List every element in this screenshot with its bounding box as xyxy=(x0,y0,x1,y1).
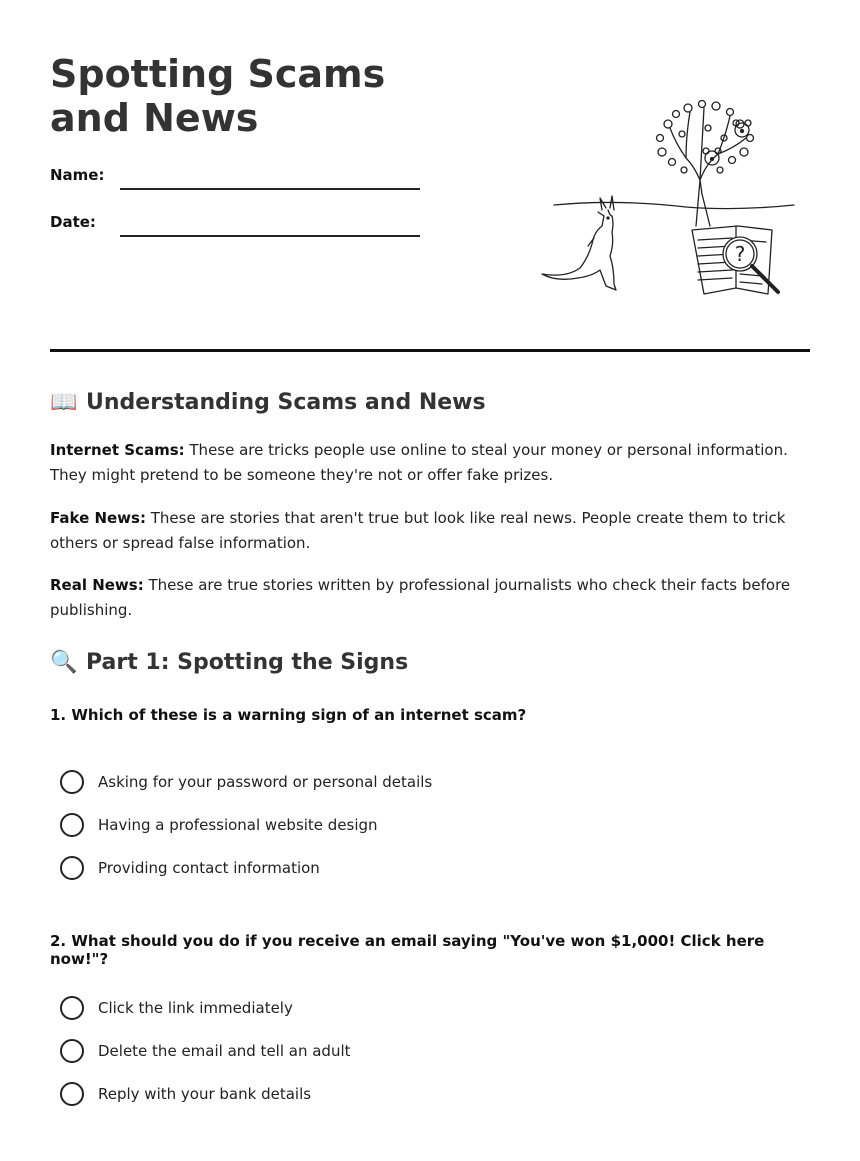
date-label: Date: xyxy=(50,213,96,231)
radio-button[interactable] xyxy=(60,770,84,794)
q2-option-2[interactable]: Delete the email and tell an adult xyxy=(60,1038,351,1064)
question-1: 1. Which of these is a warning sign of an internet scam? xyxy=(50,706,527,724)
intro-heading-text: Understanding Scams and News xyxy=(86,390,486,415)
definition-internet-scams: Internet Scams: These are tricks people use online to steal your money or personal information. They might pretend to be someone they're not or offer fake prizes. xyxy=(50,441,788,484)
definition-fake-news: Fake News: These are stories that aren't true but look like real news. People create them to trick others or spread false information. xyxy=(50,509,786,552)
part1-heading xyxy=(50,650,408,675)
koala-icon xyxy=(703,148,721,165)
name-field[interactable] xyxy=(50,166,420,190)
part1-heading-text: Part 1: Spotting the Signs xyxy=(86,650,409,675)
question-2: 2. What should you do if you receive an email saying "You've won $1,000! Click here now!"? xyxy=(50,932,765,968)
date-field[interactable] xyxy=(50,213,420,237)
radio-button[interactable] xyxy=(60,996,84,1020)
definition-real-news: Real News: These are true stories written by professional journalists who check their facts before publishing. xyxy=(50,576,791,619)
q1-option-2[interactable]: Having a professional website design xyxy=(60,812,378,838)
radio-button[interactable] xyxy=(60,1082,84,1106)
header-divider xyxy=(50,349,810,352)
q2-option-1[interactable]: Click the link immediately xyxy=(60,995,293,1021)
q2-option-3[interactable]: Reply with your bank details xyxy=(60,1081,311,1107)
radio-button[interactable] xyxy=(60,813,84,837)
radio-button[interactable] xyxy=(60,856,84,880)
intro-heading xyxy=(50,390,486,415)
horizon-line xyxy=(554,202,794,208)
q1-option-1[interactable]: Asking for your password or personal details xyxy=(60,769,432,795)
svg-text:?: ? xyxy=(734,242,746,266)
tree-canopy xyxy=(657,101,754,181)
kangaroo-icon xyxy=(542,196,616,290)
date-write-line[interactable] xyxy=(120,235,420,237)
magnifying-glass-icon: 🔍 xyxy=(50,650,78,675)
q1-option-3[interactable]: Providing contact information xyxy=(60,855,320,881)
radio-button[interactable] xyxy=(60,1039,84,1063)
page-title: Spotting Scams and News xyxy=(50,52,386,140)
name-write-line[interactable] xyxy=(120,188,420,190)
open-book-icon: 📖 xyxy=(50,390,78,415)
kangaroo-newspaper-illustration xyxy=(536,98,798,298)
name-label: Name: xyxy=(50,166,105,184)
